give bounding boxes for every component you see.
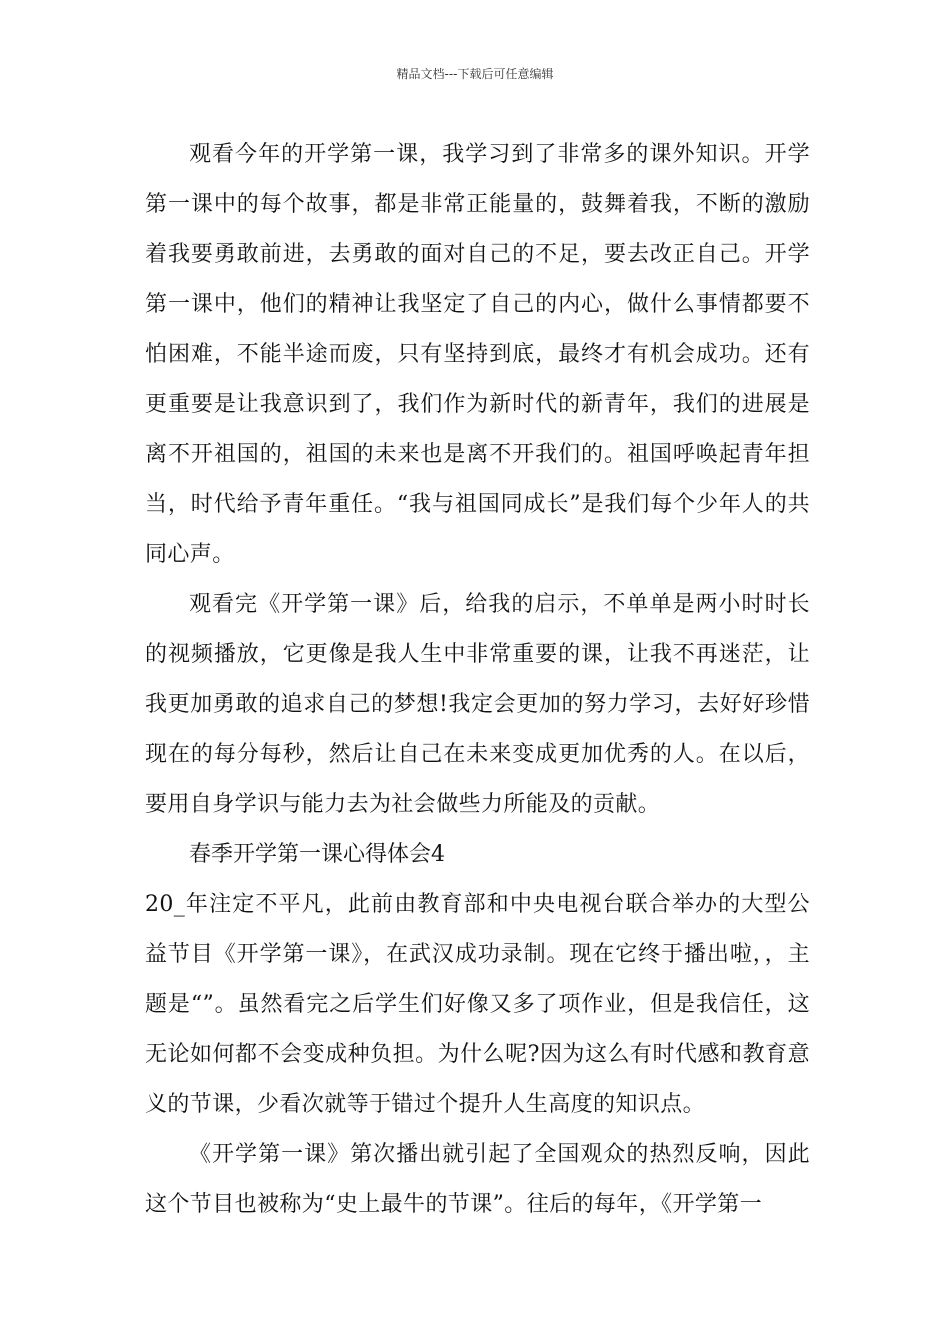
paragraph-4: 《开学第一课》第次播出就引起了全国观众的热烈反响，因此这个节目也被称为“史上最牛的节课”。往后的每年，《开学第一 <box>145 1142 810 1217</box>
page-header: 精品文档---下载后可任意编辑 <box>396 67 554 81</box>
paragraph-3: 20_年注定不平凡，此前由教育部和中央电视台联合举办的大型公益节目《开学第一课》，在武汉成功录制。现在它终于播出啦，，主题是“”。虽然看完之后学生们好像又多了项作业，但是我信任，这无论如何都不会变成种负担。为什么呢?因为这么有时代感和教育意义的节课，少看次就等于错过个提升人生高度的知识点。 <box>145 892 810 1117</box>
section-heading: 春季开学第一课心得体会4 <box>189 842 445 867</box>
paragraph-1: 观看今年的开学第一课，我学习到了非常多的课外知识。开学第一课中的每个故事，都是非常正能量的，鼓舞着我，不断的激励着我要勇敢前进，去勇敢的面对自己的不足，要去改正自己。开学第一课中，他们的精神让我坚定了自己的内心，做什么事情都要不怕困难，不能半途而废，只有坚持到底，最终才有机会成功。还有更重要是让我意识到了，我们作为新时代的新青年，我们的进展是离不开祖国的，祖国的未来也是离不开我们的。祖国呼唤起青年担当，时代给予青年重任。“我与祖国同成长”是我们每个少年人的共同心声。 <box>145 142 810 567</box>
document-body <box>145 130 810 1230</box>
paragraph-2: 观看完《开学第一课》后，给我的启示，不单单是两小时时长的视频播放，它更像是我人生中非常重要的课，让我不再迷茫，让我更加勇敢的追求自己的梦想!我定会更加的努力学习，去好好珍惜现在的每分每秒，然后让自己在未来变成更加优秀的人。在以后，要用自身学识与能力去为社会做些力所能及的贡献。 <box>145 592 810 817</box>
